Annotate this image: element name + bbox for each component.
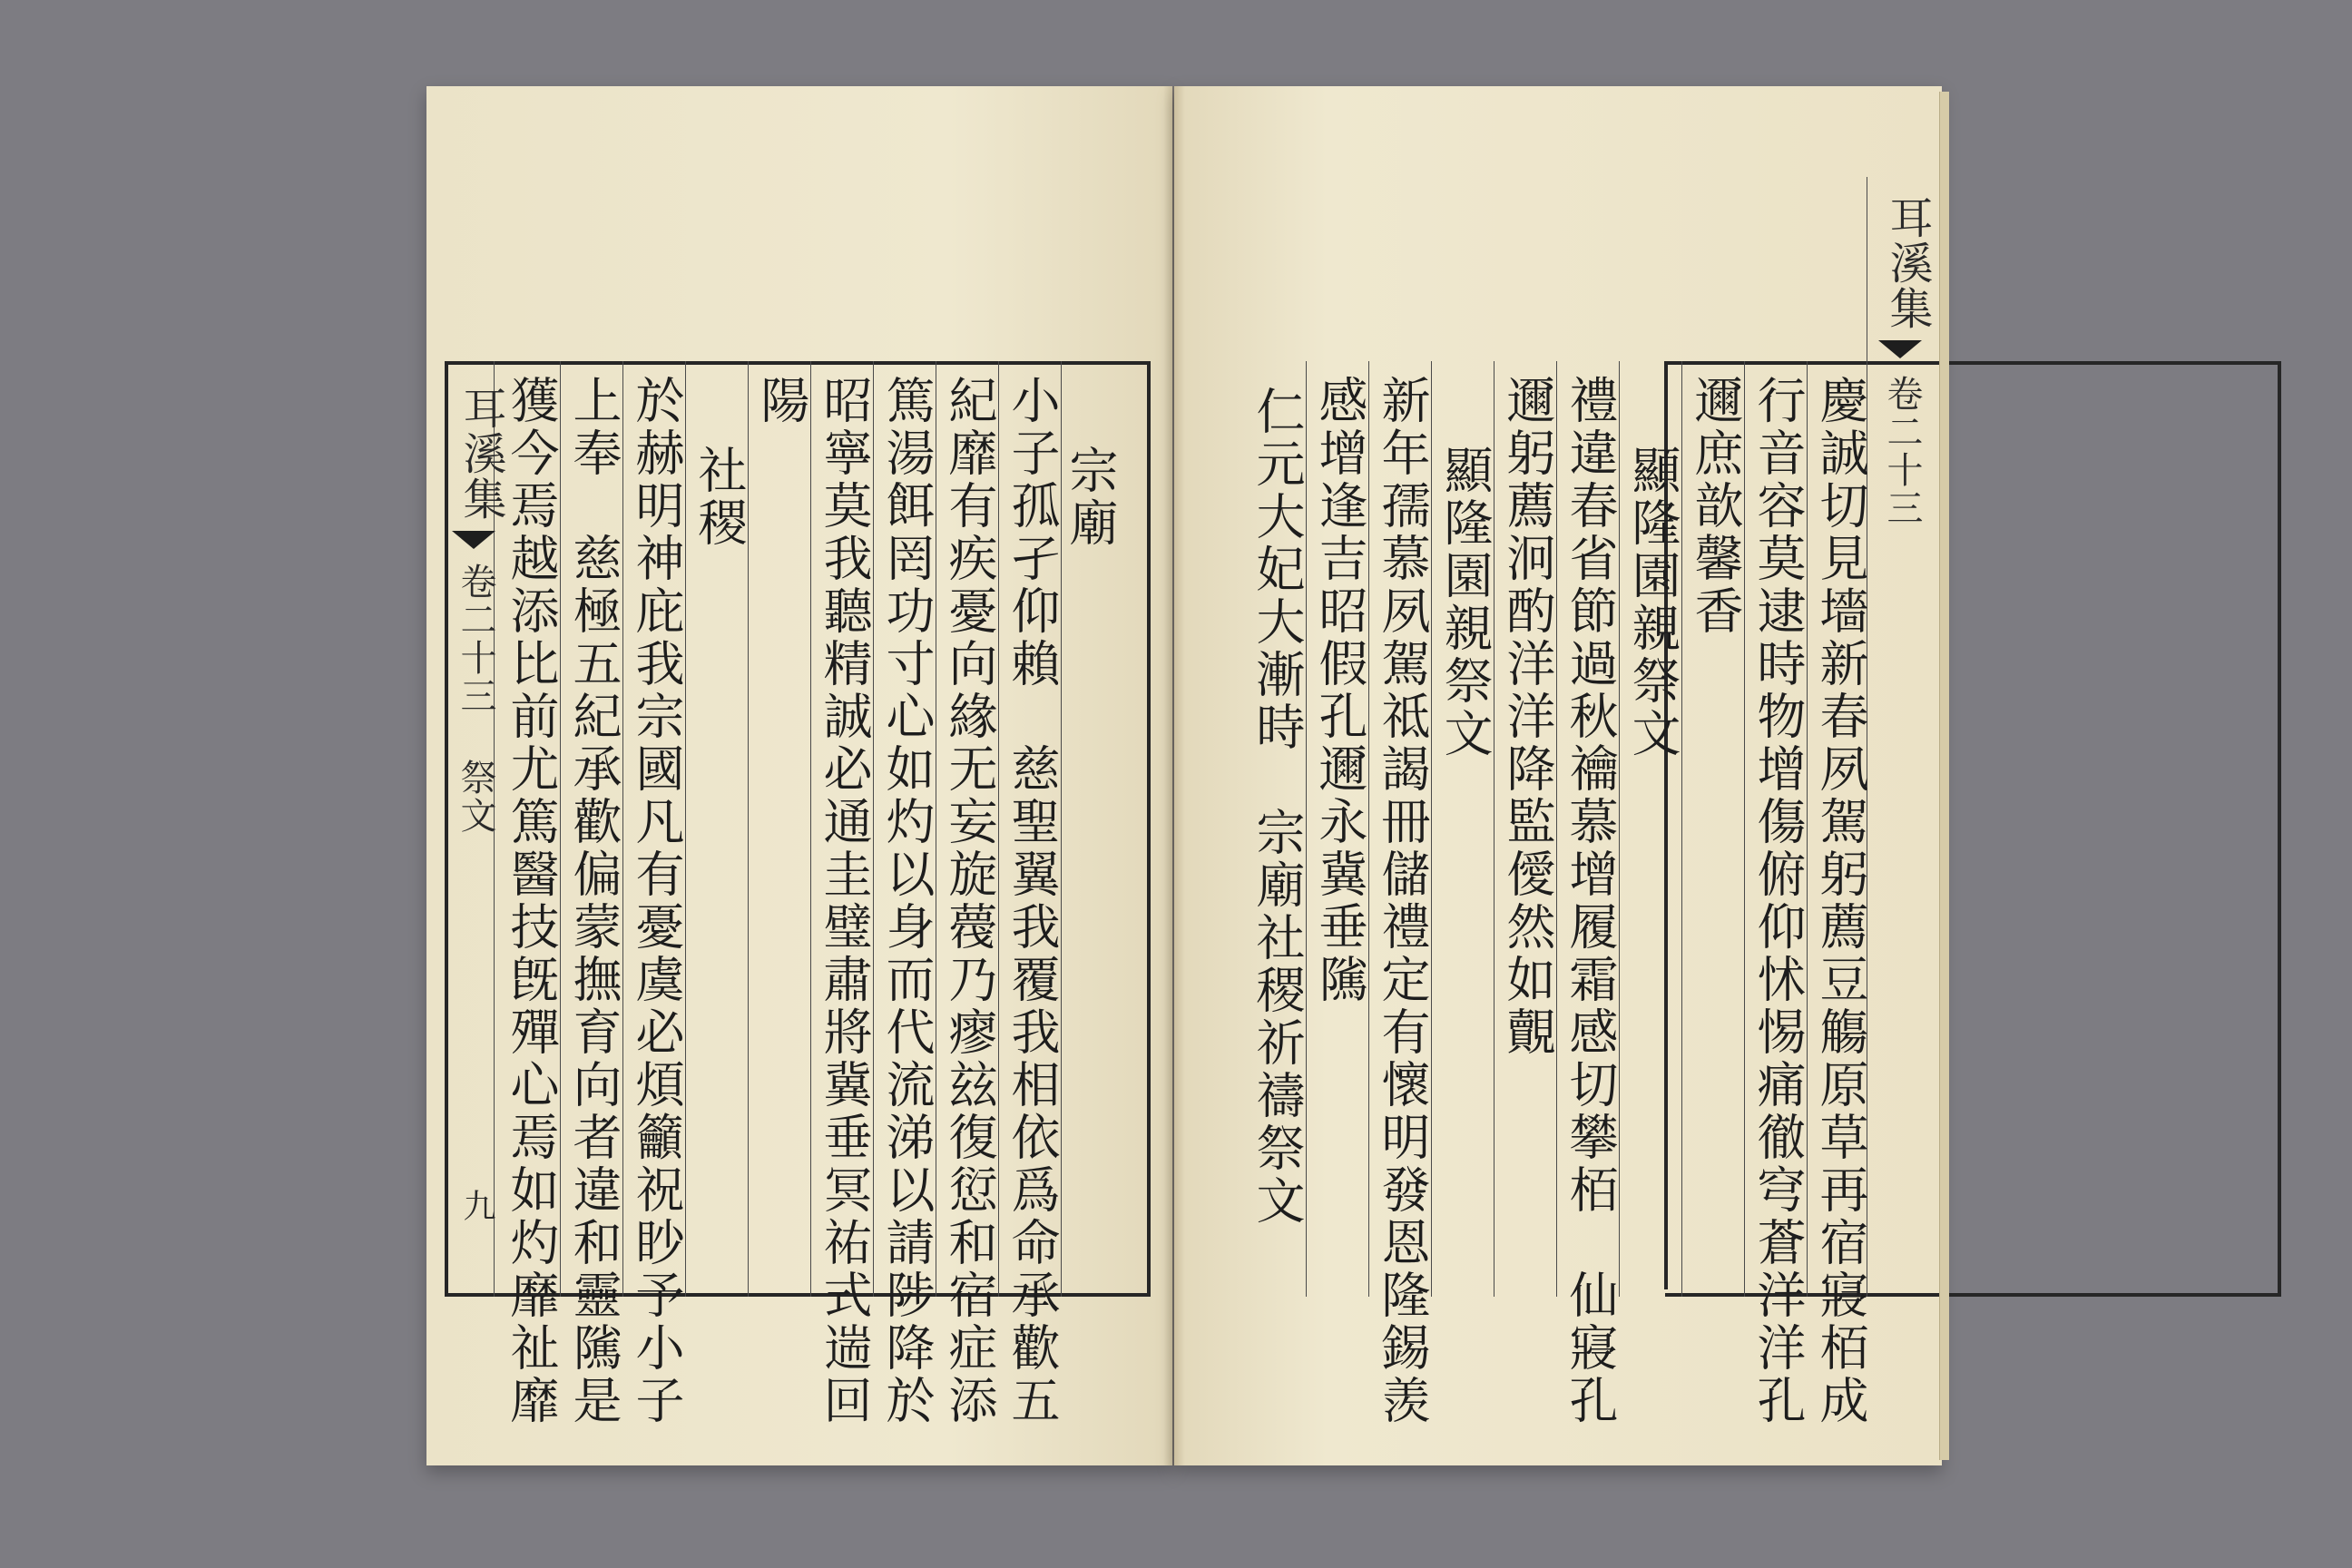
banxin-fishtail-mark (452, 531, 495, 549)
column-rule (1619, 361, 1620, 1297)
column-rule (1368, 361, 1369, 1297)
right-page (1174, 86, 1942, 1465)
column-rule (748, 361, 749, 1297)
text-column: 仁元大妃大漸時 宗廟社稷祈禱祭文 (1249, 386, 1306, 1228)
text-column: 昭寧莫我聽精誠必通圭璧肅將冀垂冥祐式遄回 (816, 375, 873, 1427)
text-column: 顯隆園親祭文 (1624, 445, 1681, 760)
text-column: 於赫明神庇我宗國凡有憂虞必煩籲祝眇予小子 (628, 375, 685, 1427)
text-column: 獲今焉越添比前尤篤醫技旣殫心焉如灼靡祉靡 (503, 375, 560, 1427)
text-column: 小子孤孑仰賴 慈聖翼我覆我相依爲命承歡五 (1004, 375, 1061, 1427)
column-rule (685, 361, 686, 1297)
column-rule (1744, 361, 1745, 1297)
banxin-page-number: 九 (458, 1189, 495, 1223)
text-column: 邇庶歆馨香 (1687, 375, 1744, 638)
column-rule (998, 361, 999, 1297)
text-column: 行音容莫逮時物增傷俯仰怵惕痛徹穹蒼洋洋孔 (1749, 375, 1807, 1427)
column-rule (1431, 361, 1432, 1297)
banxin-title: 耳溪集 (1882, 195, 1933, 331)
text-column: 顯隆園親祭文 (1436, 445, 1494, 760)
text-column: 邇躬薦泂酌洋洋降監僾然如覿 (1499, 375, 1556, 1059)
banxin-volume: 卷二十三 (1881, 375, 1923, 527)
column-rule (1306, 361, 1307, 1297)
text-column: 感增逢吉昭假孔邇永冀垂隲 (1311, 375, 1368, 1006)
text-column: 陽 (753, 375, 810, 427)
text-column: 慶誠切見墻新春夙駕躬薦豆觴原草再宿寢栢成 (1812, 375, 1869, 1427)
column-rule (1556, 361, 1557, 1297)
banxin-volume: 卷二十三 祭文 (455, 563, 496, 835)
column-rule (560, 361, 561, 1297)
text-column: 社稷 (691, 445, 748, 550)
column-rule (1807, 361, 1808, 1297)
text-column: 上奉 慈極五紀承歡偏蒙撫育向者違和靈隲是 (565, 375, 622, 1427)
column-rule (810, 361, 811, 1297)
book-gutter (1163, 86, 1185, 1465)
banxin-title: 耳溪集 (456, 386, 506, 522)
column-rule (1681, 361, 1682, 1297)
text-column: 新年孺慕夙駕祗謁冊儲禮定有懷明發恩隆錫羡 (1374, 375, 1431, 1427)
column-rule (622, 361, 623, 1297)
page-edge (1939, 92, 1949, 1460)
text-column: 宗廟 (1062, 445, 1119, 550)
text-column: 禮違春省節過秋禴慕增履霜感切攀栢 仙寢孔 (1562, 375, 1619, 1427)
left-page (426, 86, 1172, 1465)
text-column: 篤湯餌罔功寸心如灼以身而代流涕以請陟降於 (878, 375, 936, 1427)
banxin-fishtail-mark (1878, 340, 1922, 358)
text-column: 紀靡有疾憂向緣无妄旋薎乃瘳玆復愆和宿症添 (941, 375, 998, 1427)
column-rule (873, 361, 874, 1297)
open-book (426, 86, 1942, 1465)
